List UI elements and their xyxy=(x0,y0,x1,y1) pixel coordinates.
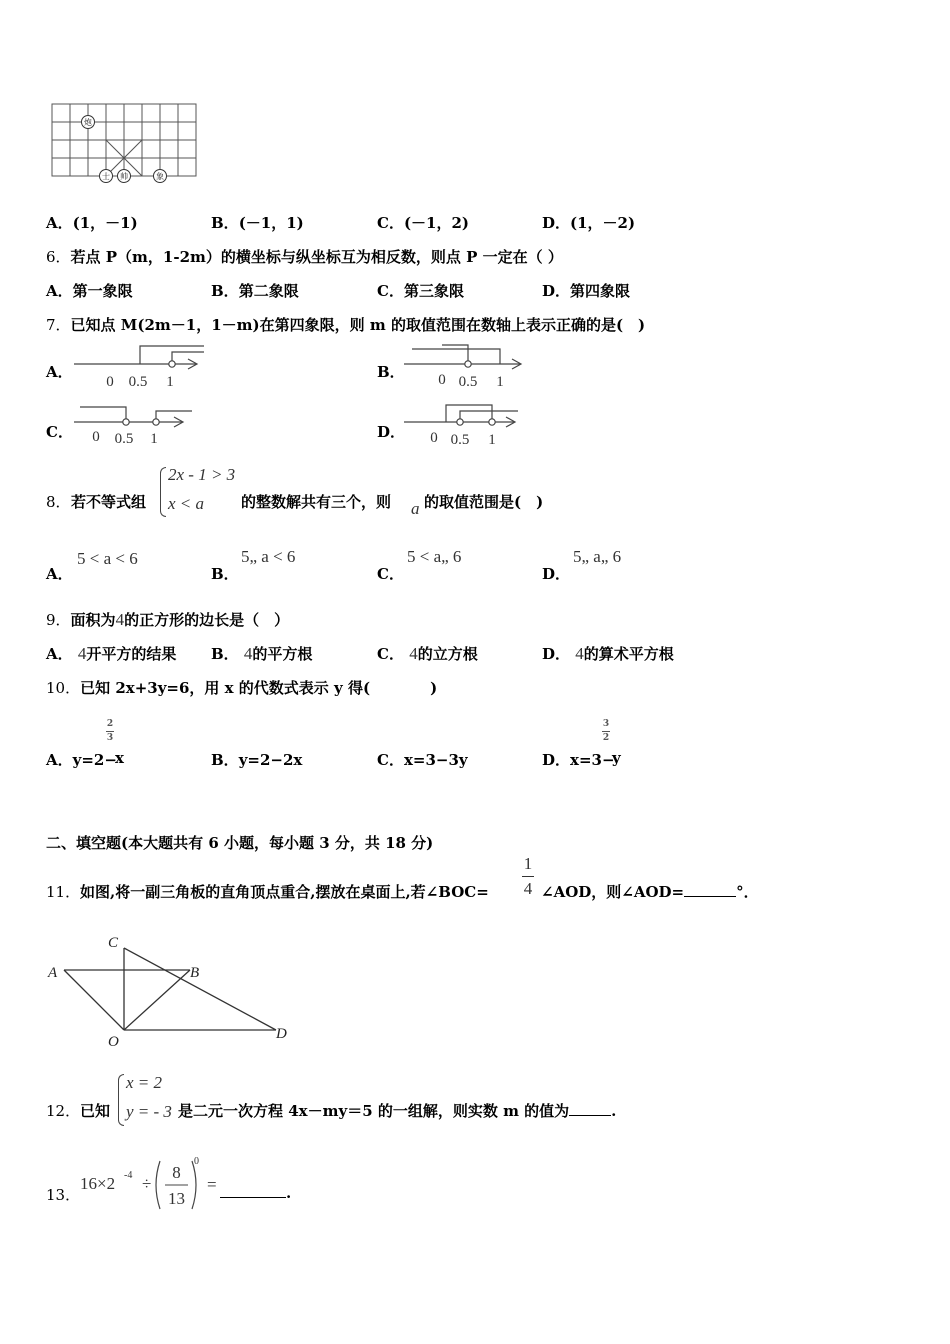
q10-option-a-fraction: 2 3 xyxy=(106,719,114,743)
q8-prefix: 若不等式组 xyxy=(71,493,147,511)
q12-system-line-2: y = - 3 xyxy=(126,1102,172,1121)
q13-base: 16×2 xyxy=(80,1174,116,1193)
tick-0-5: 0.5 xyxy=(114,431,134,447)
q6-option-b: B．第二象限 xyxy=(211,282,299,300)
tick-1: 1 xyxy=(166,374,174,390)
section-2-title: 二、填空题(本大题共有 6 小题，每小题 3 分，共 18 分) xyxy=(46,834,434,852)
q8-system-line-1: 2x - 1 > 3 xyxy=(168,465,236,484)
q8-option-a-math: 5 < a < 6 xyxy=(77,549,138,568)
q10-option-d: D．x=3− xyxy=(542,751,615,769)
q8-option-b-math: 5„ a < 6 xyxy=(241,547,296,566)
piece-shi: 士 xyxy=(102,172,110,181)
q7-option-a-numberline xyxy=(72,340,212,392)
q11-fraction: 1 4 xyxy=(523,854,533,898)
tick-1: 1 xyxy=(488,432,496,448)
q5-option-b: B．(－1，1) xyxy=(211,214,304,232)
q13-number: 13． xyxy=(46,1186,81,1204)
label-o: O xyxy=(108,1034,119,1050)
label-c: C xyxy=(108,935,119,951)
q10-option-a: A．y=2− xyxy=(46,751,117,769)
q10-option-b: B．y=2−2x xyxy=(211,751,303,769)
q10-option-a-tail: x xyxy=(115,749,124,767)
q9-option-b: B． 4的平方根 xyxy=(211,644,313,663)
q8-system-brace xyxy=(160,467,166,517)
q8-variable: a xyxy=(411,499,420,518)
q6-option-c: C．第三象限 xyxy=(377,282,464,300)
q11-answer-blank[interactable] xyxy=(684,884,736,897)
tick-0: 0 xyxy=(438,372,446,388)
piece-pao: 炮 xyxy=(84,118,92,127)
piece-shuai: 帅 xyxy=(120,172,128,181)
q8-suffix: 的取值范围是( ) xyxy=(424,493,544,511)
q13-frac-num: 8 xyxy=(172,1163,181,1182)
q7-stem: 7．已知点 M(2m－1，1－m)在第四象限，则 m 的取值范围在数轴上表示正确的是( ) xyxy=(46,316,646,334)
q9-option-d: D． 4的算术平方根 xyxy=(542,644,674,663)
q5-option-a: A．(1，－1) xyxy=(46,214,138,232)
label-a: A xyxy=(48,965,58,981)
q8-option-b-label: B． xyxy=(211,565,239,583)
q10-option-c: C．x=3−3y xyxy=(377,751,468,769)
tick-1: 1 xyxy=(496,374,504,390)
q6-stem: 6．若点 P（m，1-2m）的横坐标与纵坐标互为相反数，则点 P 一定在（ ） xyxy=(46,248,563,266)
q8-option-c-label: C． xyxy=(377,565,404,583)
q8-system-line-2: x < a xyxy=(168,494,205,513)
q13-answer: . xyxy=(220,1184,291,1202)
tick-1: 1 xyxy=(150,431,158,447)
q9-stem: 9．面积为4的正方形的边长是（ ） xyxy=(46,610,290,629)
label-b: B xyxy=(190,965,200,981)
q8-option-d-math: 5„ a„ 6 xyxy=(573,547,622,566)
q7-option-b-numberline xyxy=(402,340,532,392)
q7-option-a-label: A． xyxy=(46,363,73,381)
q8-middle: 的整数解共有三个，则 xyxy=(241,493,392,511)
q13-frac-den: 13 xyxy=(168,1189,185,1208)
tick-0: 0 xyxy=(106,374,114,390)
q11-text-b: ∠AOD，则∠AOD= °． xyxy=(541,883,759,901)
q9-option-c: C． 4的立方根 xyxy=(377,644,478,663)
label-d: D xyxy=(276,1026,287,1042)
q13-exponent: -4 xyxy=(124,1170,133,1181)
q12-prefix: 已知 xyxy=(80,1102,111,1120)
q7-option-c-numberline xyxy=(72,402,202,452)
tick-0-5: 0.5 xyxy=(450,432,470,448)
q6-option-a: A．第一象限 xyxy=(46,282,133,300)
q10-stem: 10．已知 2x+3y=6，用 x 的代数式表示 y 得( ) xyxy=(46,679,438,697)
q13-equals: = xyxy=(207,1175,217,1194)
q12-system-line-1: x = 2 xyxy=(126,1073,163,1092)
chessboard-figure xyxy=(50,100,200,184)
q11-text-a: 如图,将一副三角板的直角顶点重合,摆放在桌面上,若∠BOC= xyxy=(80,883,489,901)
q13-answer-blank[interactable] xyxy=(220,1185,286,1198)
q10-option-d-tail: y xyxy=(612,749,621,767)
q11-number: 11． xyxy=(46,883,81,901)
q9-option-a: A． 4开平方的结果 xyxy=(46,644,177,663)
tick-0-5: 0.5 xyxy=(458,374,478,390)
q12-answer-blank[interactable] xyxy=(569,1103,611,1116)
q7-option-b-label: B． xyxy=(377,363,405,381)
q8-option-a-label: A． xyxy=(46,565,73,583)
q7-option-c-label: C． xyxy=(46,423,73,441)
q12-text: 是二元一次方程 4x－my＝5 的一组解，则实数 m 的值为 . xyxy=(178,1102,617,1120)
q5-option-c: C．(－1，2) xyxy=(377,214,470,232)
q13-exponent-zero: 0 xyxy=(194,1156,199,1167)
q7-option-d-label: D． xyxy=(377,423,406,441)
q6-option-d: D．第四象限 xyxy=(542,282,631,300)
piece-xiang: 象 xyxy=(156,172,164,181)
q11-triangle-figure xyxy=(44,930,294,1050)
q13-divide: ÷ xyxy=(142,1174,152,1193)
q8-option-c-math: 5 < a„ 6 xyxy=(407,547,462,566)
q5-option-d: D．(1，－2) xyxy=(542,214,636,232)
q8-number: 8． xyxy=(46,493,71,511)
tick-0-5: 0.5 xyxy=(128,374,148,390)
q12-number: 12． xyxy=(46,1102,81,1120)
tick-0: 0 xyxy=(92,429,100,445)
q7-option-d-numberline xyxy=(402,400,532,452)
q8-option-d-label: D． xyxy=(542,565,571,583)
q12-system-brace xyxy=(118,1074,124,1126)
q10-option-d-fraction: 3 2 xyxy=(602,719,610,743)
tick-0: 0 xyxy=(430,430,438,446)
